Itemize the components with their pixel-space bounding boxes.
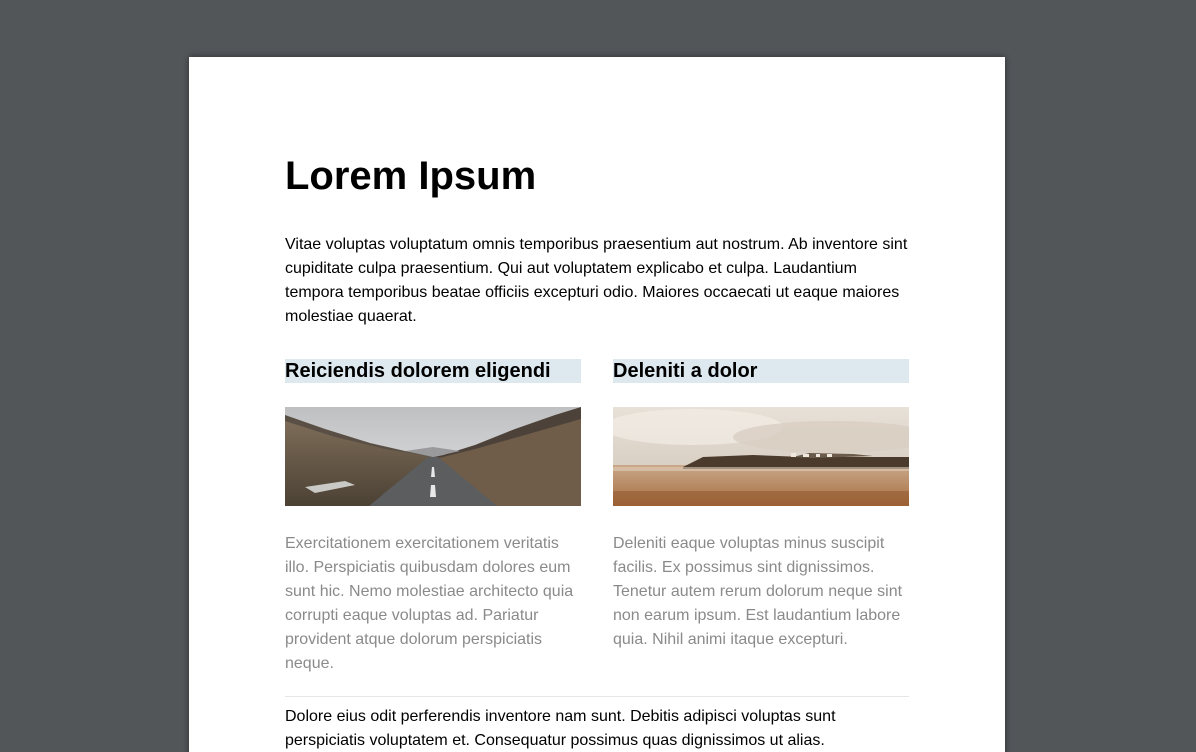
footer-paragraph: Dolore eius odit perferendis inventore nam sunt. Debitis adipisci voluptas sunt perspiciatis voluptatem et. Consequatur possimus quas dignissimos ut alias.: [285, 708, 836, 749]
coastal-lake-photo: [613, 407, 909, 506]
document-page: [189, 57, 1005, 752]
section-divider: [285, 696, 909, 697]
column-text: Exercitationem exercitationem veritatis illo. Perspiciatis quibusdam dolores eum sunt hic. Nemo molestiae architecto quia corrupti eaque voluptas ad. Pariatur provident atque dolorum perspiciatis neque.: [285, 535, 574, 672]
two-column-section: [285, 359, 909, 676]
column-heading: Reiciendis dolorem eligendi: [285, 359, 581, 383]
page-title: Lorem Ipsum: [285, 154, 537, 198]
road-through-valley-photo: [285, 407, 581, 506]
page-content: [285, 153, 909, 752]
column-right: [613, 359, 909, 676]
intro-paragraph: Vitae voluptas voluptatum omnis temporibus praesentium aut nostrum. Ab inventore sint cupiditate culpa praesentium. Qui aut voluptatem explicabo et culpa. Laudantium tempora temporibus beatae officiis excepturi odio. Maiores occaecati ut eaque maiores molestiae quaerat.: [285, 236, 908, 325]
column-left: [285, 359, 581, 676]
column-heading: Deleniti a dolor: [613, 359, 909, 383]
column-text: Deleniti eaque voluptas minus suscipit facilis. Ex possimus sint dignissimos. Tenetur autem rerum dolorum neque sint non earum ipsum. Est laudantium labore quia. Nihil animi itaque excepturi.: [613, 535, 903, 648]
